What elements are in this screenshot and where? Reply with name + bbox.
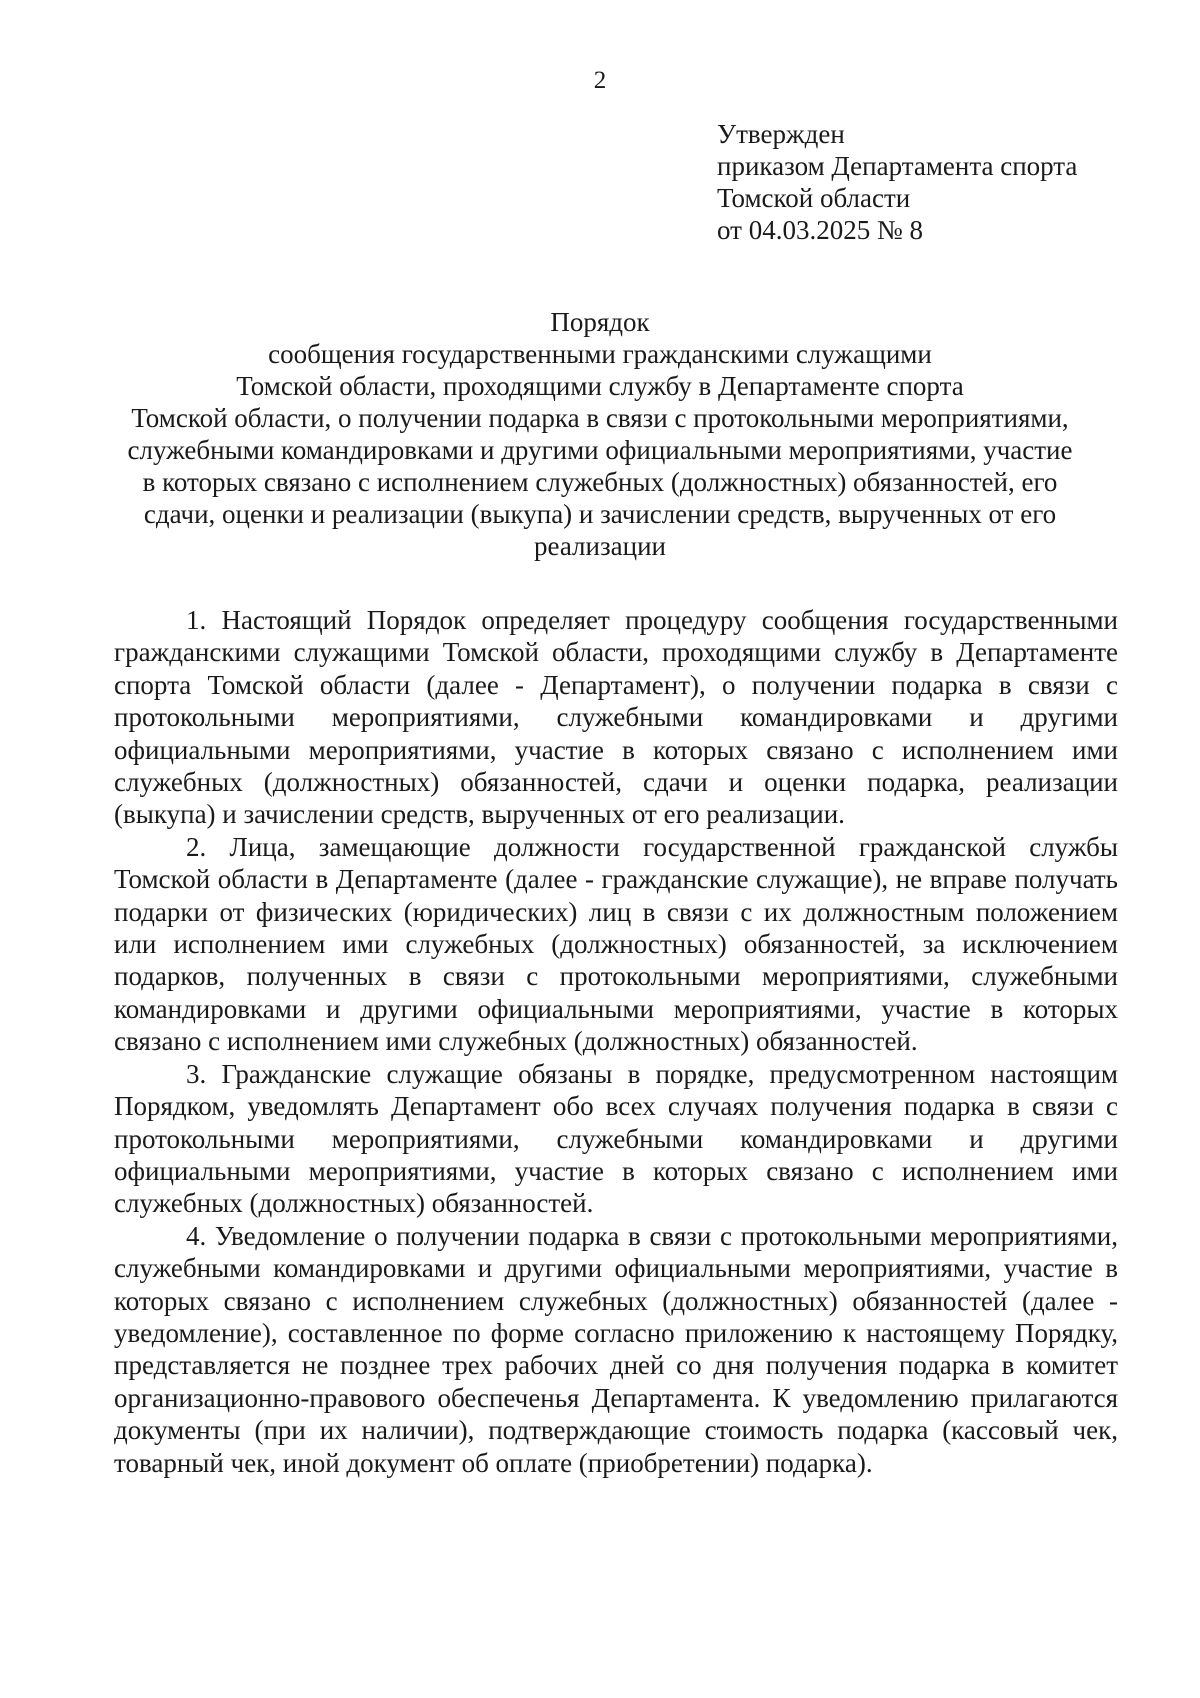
- title-line: служебными командировками и другими официальными мероприятиями, участие: [127, 435, 1073, 465]
- document-title: [100, 306, 1100, 562]
- title-line: Порядок: [550, 307, 650, 337]
- approval-line: Утвержден: [717, 119, 845, 149]
- title-line: Томской области, проходящими службу в Департаменте спорта: [236, 371, 964, 401]
- paragraph-3: 3. Гражданские служащие обязаны в порядке, предусмотренном настоящим Порядком, уведомлять Департамент обо всех случаях получения подарка в связи с протокольными мероприятиями, служебными командировками и другими официальными мероприятиями, участие в которых связано с исполнением ими служебных (должностных) обязанностей.: [114, 1058, 1118, 1219]
- approval-stamp-block: [717, 118, 1077, 246]
- document-body: [114, 604, 1118, 1479]
- title-line: сдачи, оценки и реализации (выкупа) и зачислении средств, вырученных от его: [143, 499, 1057, 529]
- page-number: 2: [593, 67, 607, 94]
- title-line: реализации: [534, 531, 666, 561]
- approval-line: от 04.03.2025 № 8: [717, 215, 923, 245]
- paragraph-2: 2. Лица, замещающие должности государственной гражданской службы Томской области в Департаменте (далее - гражданские служащие), не вправе получать подарки от физических (юридических) лиц в связи с их должностным положением или исполнением ими служебных (должностных) обязанностей, за исключением подарков, полученных в связи с протокольными мероприятиями, служебными командировками и другими официальными мероприятиями, участие в которых связано с исполнением ими служебных (должностных) обязанностей.: [114, 831, 1118, 1057]
- approval-line: Томской области: [717, 183, 911, 213]
- paragraph-1: 1. Настоящий Порядок определяет процедуру сообщения государственными гражданскими служащими Томской области, проходящими службу в Департаменте спорта Томской области (далее - Департамент), о получении подарка в связи с протокольными мероприятиями, служебными командировками и другими официальными мероприятиями, участие в которых связано с исполнением ими служебных (должностных) обязанностей, сдачи и оценки подарка, реализации (выкупа) и зачислении средств, вырученных от его реализации.: [114, 605, 1118, 830]
- paragraph-4: 4. Уведомление о получении подарка в связи с протокольными мероприятиями, служебными командировками и другими официальными мероприятиями, участие в которых связано с исполнением служебных (должностных) обязанностей (далее - уведомление), составленное по форме согласно приложению к настоящему Порядку, представляется не позднее трех рабочих дней со дня получения подарка в комитет организационно-правового обеспеченья Департамента. К уведомлению прилагаются документы (при их наличии), подтверждающие стоимость подарка (кассовый чек, товарный чек, иной документ об оплате (приобретении) подарка).: [114, 1220, 1118, 1478]
- title-line: сообщения государственными гражданскими служащими: [268, 339, 932, 369]
- title-line: Томской области, о получении подарка в связи с протокольными мероприятиями,: [131, 403, 1069, 433]
- title-line: в которых связано с исполнением служебных (должностных) обязанностей, его: [142, 467, 1058, 497]
- approval-line: приказом Департамента спорта: [717, 151, 1078, 181]
